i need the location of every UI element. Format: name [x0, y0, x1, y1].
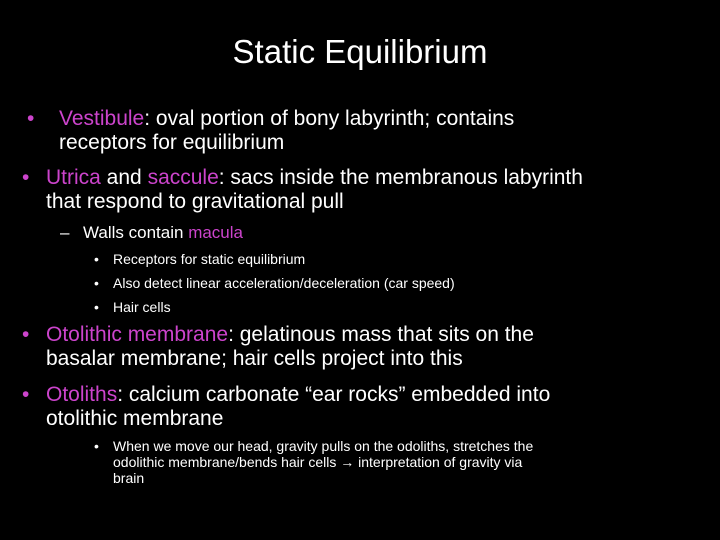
dash-marker: –: [60, 223, 70, 242]
bullet-otolithic-membrane: [0, 323, 720, 371]
bullet-text-line: [59, 107, 514, 131]
bullet-marker: •: [94, 251, 99, 267]
macula-point-text: Hair cells: [113, 299, 171, 315]
gravity-note-text: interpretation of gravity via: [354, 454, 523, 470]
arrow-right-icon: →: [340, 454, 355, 470]
term-vestibule: Vestibule: [59, 107, 145, 130]
term-utrica: Utrica: [46, 166, 101, 189]
bullet-marker: •: [94, 438, 99, 454]
gravity-note-line: When we move our head, gravity pulls on the odoliths, stretches the: [113, 438, 534, 454]
conjunction: and: [100, 166, 148, 189]
bullet-text-line: [46, 383, 550, 407]
gravity-note-line: brain: [113, 470, 145, 486]
otolithic-continuation: basalar membrane; hair cells project into this: [46, 347, 463, 370]
vestibule-continuation: receptors for equilibrium: [59, 131, 285, 154]
gravity-note-line: [113, 454, 522, 470]
bullet-marker: •: [27, 107, 35, 130]
gravity-note-text: odolithic membrane/bends hair cells: [113, 454, 341, 470]
subbullet-text: [83, 222, 243, 244]
bullet-marker: •: [94, 275, 99, 291]
bullet-vestibule: [0, 107, 720, 155]
subbullet-walls: [0, 222, 720, 246]
utrica-definition: : sacs inside the membranous labyrinth: [218, 166, 583, 189]
term-saccule: saccule: [147, 166, 219, 189]
macula-point: [0, 247, 720, 271]
bullet-utrica-saccule: [0, 166, 720, 214]
bullet-marker: •: [22, 383, 30, 406]
macula-point: [0, 295, 720, 319]
bullet-marker: •: [22, 166, 30, 189]
term-macula: macula: [188, 223, 243, 242]
macula-point-text: Also detect linear acceleration/deceleration (car speed): [113, 275, 455, 291]
macula-point: [0, 271, 720, 295]
utrica-continuation: that respond to gravitational pull: [46, 190, 344, 213]
bullet-otoliths: [0, 383, 720, 431]
otoliths-definition: : calcium carbonate “ear rocks” embedded into: [117, 383, 551, 406]
bullet-text-line: [46, 166, 583, 190]
macula-point-text: Receptors for static equilibrium: [113, 251, 306, 267]
walls-text: Walls contain: [83, 223, 189, 242]
otolithic-definition: : gelatinous mass that sits on the: [228, 323, 534, 346]
bullet-text-line: [46, 323, 534, 347]
vestibule-definition: : oval portion of bony labyrinth; contains: [144, 107, 515, 130]
term-otoliths: Otoliths: [46, 383, 118, 406]
gravity-note: [0, 438, 720, 490]
bullet-marker: •: [22, 323, 30, 346]
bullet-marker: •: [94, 299, 99, 315]
term-otolithic-membrane: Otolithic membrane: [46, 323, 229, 346]
otoliths-continuation: otolithic membrane: [46, 407, 224, 430]
slide-title: Static Equilibrium: [232, 33, 488, 70]
